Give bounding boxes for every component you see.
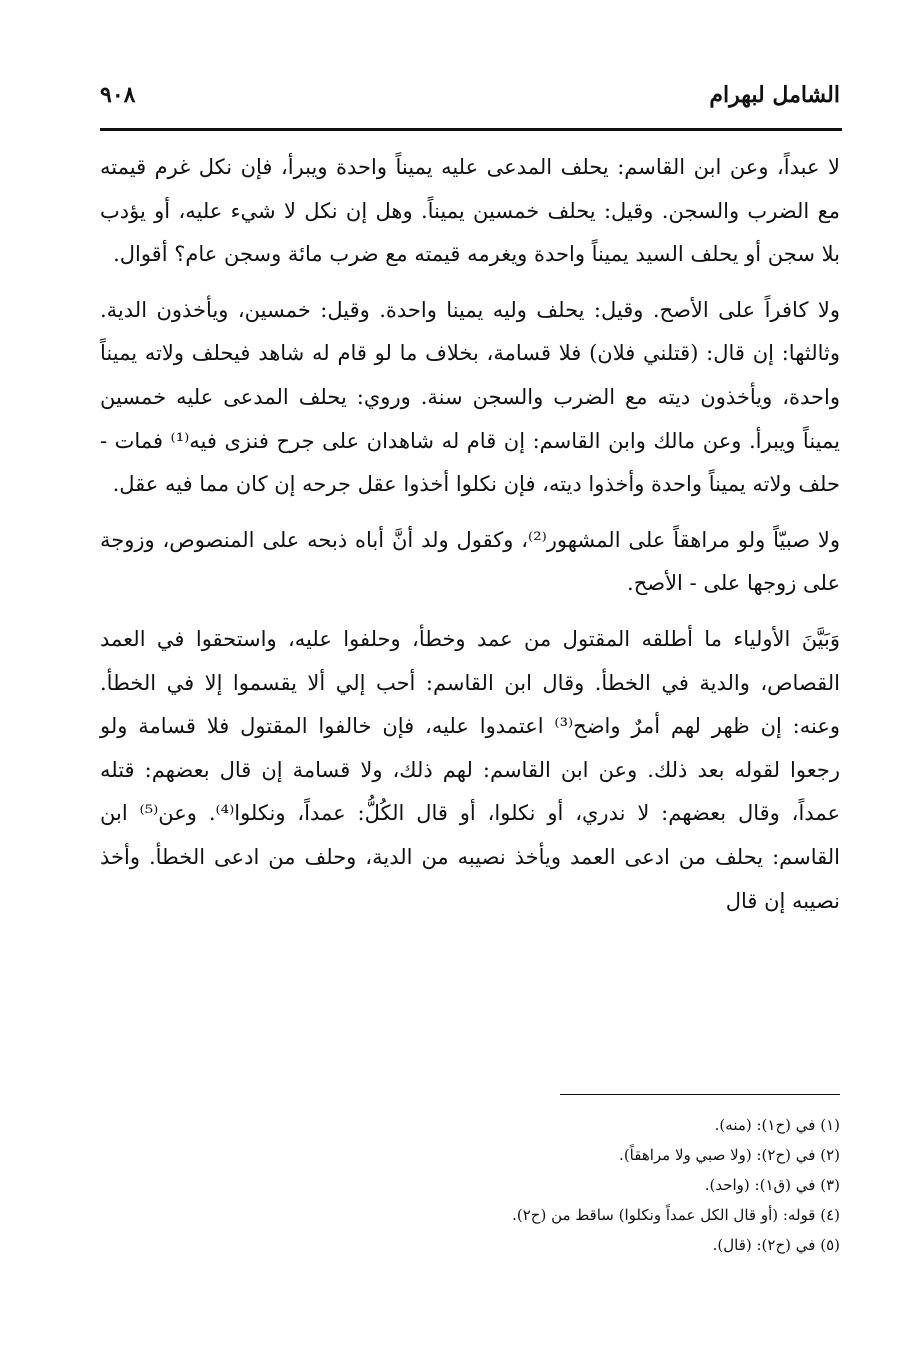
footnote: (١) في (ح١): (منه). [714, 1116, 840, 1134]
paragraph: ولا كافراً على الأصح. وقيل: يحلف وليه يمينا واحدة. وقيل: خمسين، ويأخذون الدية. وثالثها: إن قال: (قتلني فلان) فلا قسامة، بخلاف ما لو قام له شاهد فيحلف ولاته يميناً واحدة، ويأخذون ديته مع الضرب والسجن سنة. وروي: يحلف المدعى عليه خمسين يميناً ويبرأ. وعن مالك وابن القاسم: إن قام له شاهدان على جرح فنزى فيه⁽¹⁾ فمات - حلف ولاته يميناً واحدة وأخذوا ديته، فإن نكلوا أخذوا عقل جرحه إن كان مما فيه عقل. [100, 297, 840, 497]
footnotes [100, 1110, 840, 1260]
running-title: الشامل لبهرام [709, 82, 840, 108]
page-number: ٩٠٨ [100, 82, 136, 108]
page-header [100, 82, 840, 126]
footnote: (٣) في (ق١): (واحد). [704, 1176, 840, 1194]
main-text [100, 146, 840, 935]
footnote: (٥) في (ح٢): (قال). [712, 1236, 840, 1254]
paragraph: لا عبداً، وعن ابن القاسم: يحلف المدعى عليه يميناً واحدة ويبرأ، فإن نكل غرم قيمته مع الضرب والسجن. وقيل: يحلف خمسين يميناً. وهل إن نكل لا شيء عليه، أو يؤدب بلا سجن أو يحلف السيد يميناً واحدة ويغرمه قيمته مع ضرب مائة وسجن عام؟ أقوال. [100, 155, 840, 267]
footnote: (٤) قوله: (أو قال الكل عمداً ونكلوا) ساقط من (ح٢). [512, 1206, 840, 1224]
paragraph: ولا صبيّاً ولو مراهقاً على المشهور⁽²⁾، وكقول ولد أنَّ أباه ذبحه على المنصوص، وزوجة على زوجها على - الأصح. [100, 527, 841, 596]
paragraph: وَبَيَّنَ الأولياء ما أطلقه المقتول من عمد وخطأ، وحلفوا عليه، واستحقوا في العمد القصاص، والدية في الخطأ. وقال ابن القاسم: أحب إلي ألا يقسموا إلا في الخطأ. وعنه: إن ظهر لهم أمرٌ واضح⁽³⁾ اعتمدوا عليه، فإن خالفوا المقتول فلا قسامة ولو رجعوا لقوله بعد ذلك. وعن ابن القاسم: لهم ذلك، ولا قسامة إن قال بعضهم: قتله عمداً، وقال بعضهم: لا ندري، أو نكلوا، أو قال الكُلُّ: عمداً، ونكلوا⁽⁴⁾. وعن⁽⁵⁾ ابن القاسم: يحلف من ادعى العمد ويأخذ نصيبه من الدية، وحلف من ادعى الخطأ. وأخذ نصيبه إن قال [100, 626, 841, 913]
header-rule [100, 128, 842, 131]
footnote-rule [560, 1094, 840, 1095]
footnote: (٢) في (ح٢): (ولا صبي ولا مراهقاً). [619, 1146, 840, 1164]
